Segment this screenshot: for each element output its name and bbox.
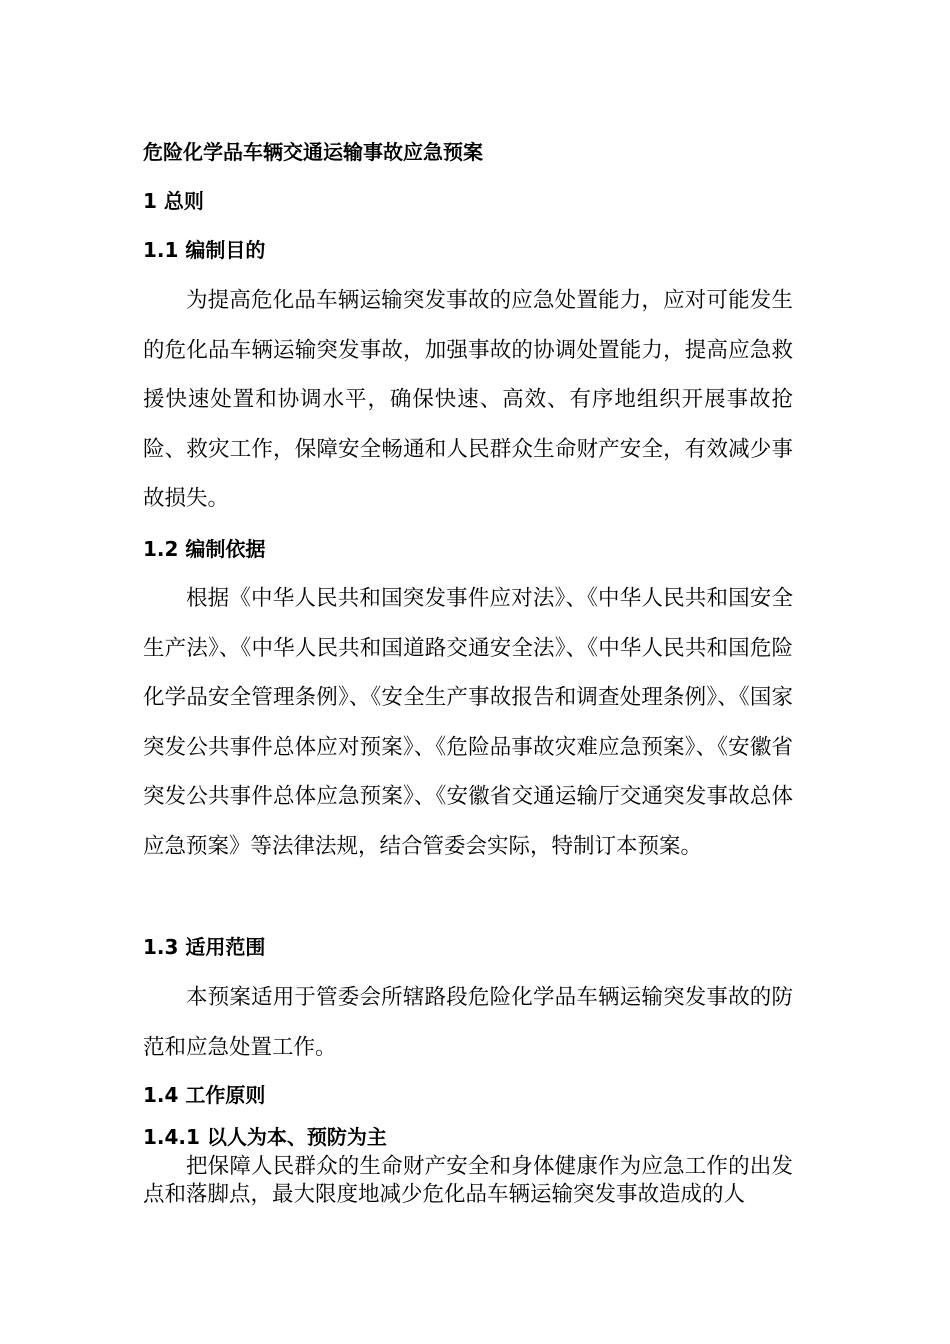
section-heading-1-4: 1.4 工作原则 (143, 1083, 266, 1107)
section-heading-1-1: 1.1 编制目的 (143, 238, 266, 262)
document-title: 危险化学品车辆交通运输事故应急预案 (143, 140, 483, 164)
section-heading-1-2: 1.2 编制依据 (143, 537, 266, 561)
section-heading-1-3: 1.3 适用范围 (143, 935, 266, 959)
paragraph-1-3: 本预案适用于管委会所辖路段危险化学品车辆运输突发事故的防范和应急处置工作。 (143, 985, 793, 1060)
paragraph-1-4-1: 把保障人民群众的生命财产安全和身体健康作为应急工作的出发点和落脚点，最大限度地减少危化品车辆运输突发事故造成的人 (143, 1154, 793, 1207)
section-heading-1: 1 总则 (143, 189, 204, 213)
paragraph-1-1: 为提高危化品车辆运输突发事故的应急处置能力，应对可能发生的危化品车辆运输突发事故，加强事故的协调处置能力，提高应急救援快速处置和协调水平，确保快速、高效、有序地组织开展事故抢险、救灾工作，保障安全畅通和人民群众生命财产安全，有效减少事故损失。 (143, 288, 793, 511)
section-heading-1-4-1: 1.4.1 以人为本、预防为主 (143, 1125, 387, 1149)
paragraph-1-2: 根据《中华人民共和国突发事件应对法》、《中华人民共和国安全生产法》、《中华人民共和国道路交通安全法》、《中华人民共和国危险化学品安全管理条例》、《安全生产事故报告和调查处理条例》、《国家突发公共事件总体应对预案》、《危险品事故灾难应急预案》、《安徽省突发公共事件总体应急预案》、《安徽省交通运输厅交通突发事故总体应急预案》等法律法规，结合管委会实际，特制订本预案。 (143, 586, 793, 859)
